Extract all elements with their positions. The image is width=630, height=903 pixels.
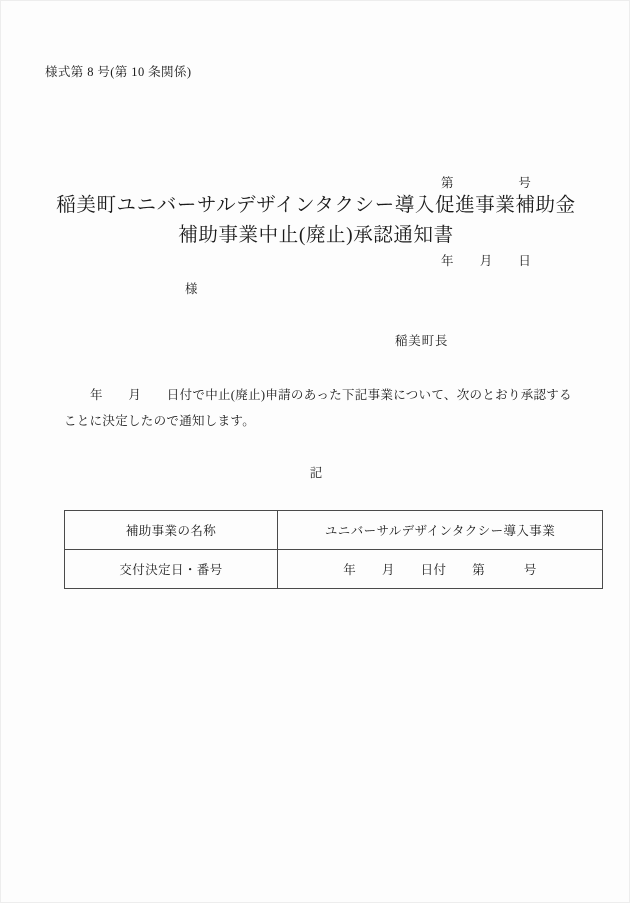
issuer-name: 稲美町長: [395, 334, 449, 348]
document-date-field: 年 月 日: [441, 254, 532, 268]
table-row: [65, 511, 603, 550]
document-title: [1, 191, 630, 251]
table-cell-label: 補助事業の名称: [65, 511, 278, 550]
title-line-2: 補助事業中止(廃止)承認通知書: [178, 225, 454, 246]
table-cell-value: ユニバーサルデザインタクシー導入事業: [278, 511, 603, 550]
table-cell-label: 交付決定日・番号: [65, 550, 278, 589]
addressee-honorific: 様: [185, 282, 198, 296]
ki-marker: 記: [309, 466, 323, 480]
table-cell-value: 年 月 日付 第 号: [278, 550, 603, 589]
project-details-table: [64, 510, 603, 589]
body-paragraph-block: [64, 382, 584, 434]
document-number-field: 第 号: [441, 176, 532, 190]
body-paragraph: 年 月 日付で中止(廃止)申請のあった下記事業について、次のとおり承認することに決定したので通知します。: [64, 388, 572, 428]
table-row: [65, 550, 603, 589]
form-number-label: 様式第 8 号(第 10 条関係): [45, 65, 192, 79]
title-line-1: 稲美町ユニバーサルデザインタクシー導入促進事業補助金: [56, 195, 576, 216]
